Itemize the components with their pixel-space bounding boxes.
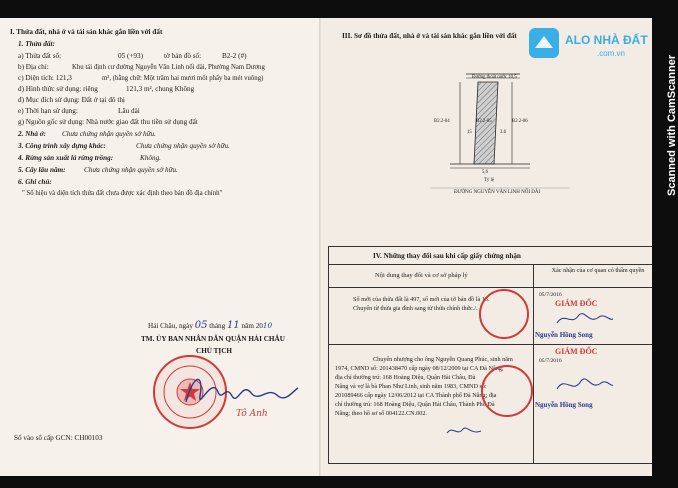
map-scale: Tỷ lệ	[484, 178, 494, 183]
map-middle-lot: B2.2-05	[476, 119, 492, 124]
date-day: 05	[194, 320, 208, 331]
date-place-text: Hải Châu, ngày	[148, 322, 193, 330]
changes-table	[328, 246, 658, 464]
area-label: c) Diện tích: 121,3	[18, 74, 72, 82]
house-label: 2. Nhà ở:	[18, 130, 47, 138]
date-year: năm 20	[241, 322, 263, 330]
row1-stamp-role: GIÁM ĐỐC	[555, 299, 598, 308]
forest-label: 4. Rừng sản xuất là rừng trồng:	[18, 154, 114, 162]
usage-form-label: d) Hình thức sử dụng: riêng	[18, 85, 98, 93]
row2-stamp-role: GIÁM ĐỐC	[555, 347, 598, 356]
certificate-scan	[0, 18, 670, 476]
address-value: Khu tái định cư đường Nguyễn Văn Linh nối dài, Phường Nam Dương	[72, 64, 265, 71]
row1-signature	[555, 309, 615, 329]
row2-line3: địa chỉ thường trú: 168 Hoàng Diệu, Quận Hải Châu, Đà	[335, 374, 476, 381]
row2-date: 05/7/2016	[539, 358, 562, 364]
map-left-lot: B2.2-04	[434, 119, 450, 124]
map-dim-left: 15	[467, 130, 472, 135]
section-4-title: IV. Những thay đổi sau khi cấp giấy chứng nhận	[373, 252, 521, 260]
section-1-title: I. Thửa đất, nhà ở và tài sản khác gắn liền với đất	[10, 28, 163, 36]
authority: TM. ỦY BAN NHÂN DÂN QUẬN HẢI CHÂU	[141, 335, 285, 343]
note-label: 6. Ghi chú:	[18, 178, 52, 186]
building-label: 3. Công trình xây dựng khác:	[18, 142, 106, 150]
camscanner-watermark: Scanned with CamScanner	[666, 54, 678, 196]
usage-term-label: e) Thời hạn sử dụng:	[18, 107, 78, 115]
building-value: Chưa chứng nhận quyền sở hữu.	[136, 142, 230, 150]
row1-seal	[479, 289, 529, 339]
land-heading: 1. Thửa đất:	[18, 40, 55, 48]
row2-line1: Chuyển nhượng cho ông Nguyễn Quang Phúc, sinh năm	[373, 356, 513, 363]
alo-nha-dat-logo	[527, 22, 657, 70]
section-3-title: III. Sơ đồ thửa đất, nhà ở và tài sản khác gắn liền với đất	[342, 32, 517, 40]
parcel-label: a) Thửa đất số:	[18, 52, 62, 60]
certificate-number: Số vào sổ cấp GCN: CH00103	[14, 434, 103, 442]
right-page	[322, 18, 670, 476]
row2-line4: Nẵng và vợ là bà Phan Như Linh, sinh năm 1983, CMND số:	[335, 383, 487, 390]
row2-line5: 201089466 cấp ngày 12/06/2012 tại CA Thành phố Đà Nẵng; địa	[335, 392, 497, 399]
camscanner-strip	[652, 0, 678, 488]
perennial-value: Chưa chứng nhận quyền sở hữu.	[84, 166, 178, 174]
signer-name: Tô Anh	[236, 409, 268, 419]
row2-seal	[481, 365, 533, 417]
usage-purpose: đ) Mục đích sử dụng: Đất ở tại đô thị	[18, 96, 125, 104]
row2-line2: 1974, CMND số: 201438470 cấp ngày 08/12/2009 tại CA Đà Nẵng;	[335, 365, 504, 372]
map-bottom-dim: 5,6	[482, 170, 488, 175]
note-value: " Số hiệu và diện tích thửa đất chưa được xác định theo bản đồ địa chính"	[22, 190, 223, 197]
column-content: Nội dung thay đổi và cơ sở pháp lý	[375, 272, 468, 279]
brand-domain: .com.vn	[597, 49, 626, 58]
perennial-label: 5. Cây lâu năm:	[18, 166, 66, 174]
house-value: Chưa chứng nhận quyền sở hữu.	[62, 130, 156, 138]
parcel-value: 05 (+93)	[118, 52, 144, 60]
row1-line1: Số mới của thửa đất là 497, số mới của tờ bản đồ là 15.	[353, 296, 490, 303]
area-value: m², (bằng chữ: Một trăm hai mươi mốt phẩy ba mét vuông)	[102, 75, 264, 82]
brand-name: ALO NHÀ ĐẤT	[565, 33, 648, 47]
map-sheet-label: tờ bản đồ số:	[164, 52, 202, 60]
usage-origin: g) Nguồn gốc sử dụng: Nhà nước giao đất thu tiền sử dụng đất	[18, 118, 198, 126]
row2-signature	[555, 373, 615, 397]
row2-line7: Nẵng; theo hồ sơ số 004122.CN.002.	[335, 410, 427, 417]
row2-signer: Nguyễn Hồng Song	[535, 401, 593, 409]
left-page	[0, 18, 322, 476]
address-label: b) Địa chỉ:	[18, 63, 49, 71]
row1-line2: Chuyển từ thửa gia đình sang từ thửa chính thức./.	[353, 305, 478, 312]
map-dim-right: 3.6	[500, 130, 506, 135]
column-confirmation: Xác nhận của cơ quan có thẩm quyền	[551, 267, 645, 274]
road-name: ĐƯỜNG NGUYỄN VĂN LINH NỐI DÀI	[454, 190, 541, 195]
row1-signer: Nguyễn Hồng Song	[535, 331, 593, 339]
date-month-label: tháng	[209, 322, 226, 330]
row2-line6: chỉ thường trú: 168 Hoàng Diệu, Quận Hải Châu, Thành Phố Đà	[335, 401, 495, 408]
row2-initials	[445, 423, 485, 439]
date-year-handwritten: 10	[262, 321, 273, 330]
forest-value: Không.	[140, 154, 161, 162]
map-right-lot: B2.2-06	[512, 119, 528, 124]
usage-term-value: Lâu dài	[118, 107, 140, 115]
map-top-label: Đường thoát nước 10,5	[472, 75, 517, 80]
chair-title: CHỦ TỊCH	[196, 347, 233, 355]
date-place	[148, 321, 272, 331]
date-month: 11	[227, 320, 240, 331]
map-sheet-value: B2-2 (#)	[222, 52, 247, 60]
row1-date: 05/7/2016	[539, 292, 562, 298]
usage-form-value: 121,3 m², chung Không	[126, 85, 195, 93]
